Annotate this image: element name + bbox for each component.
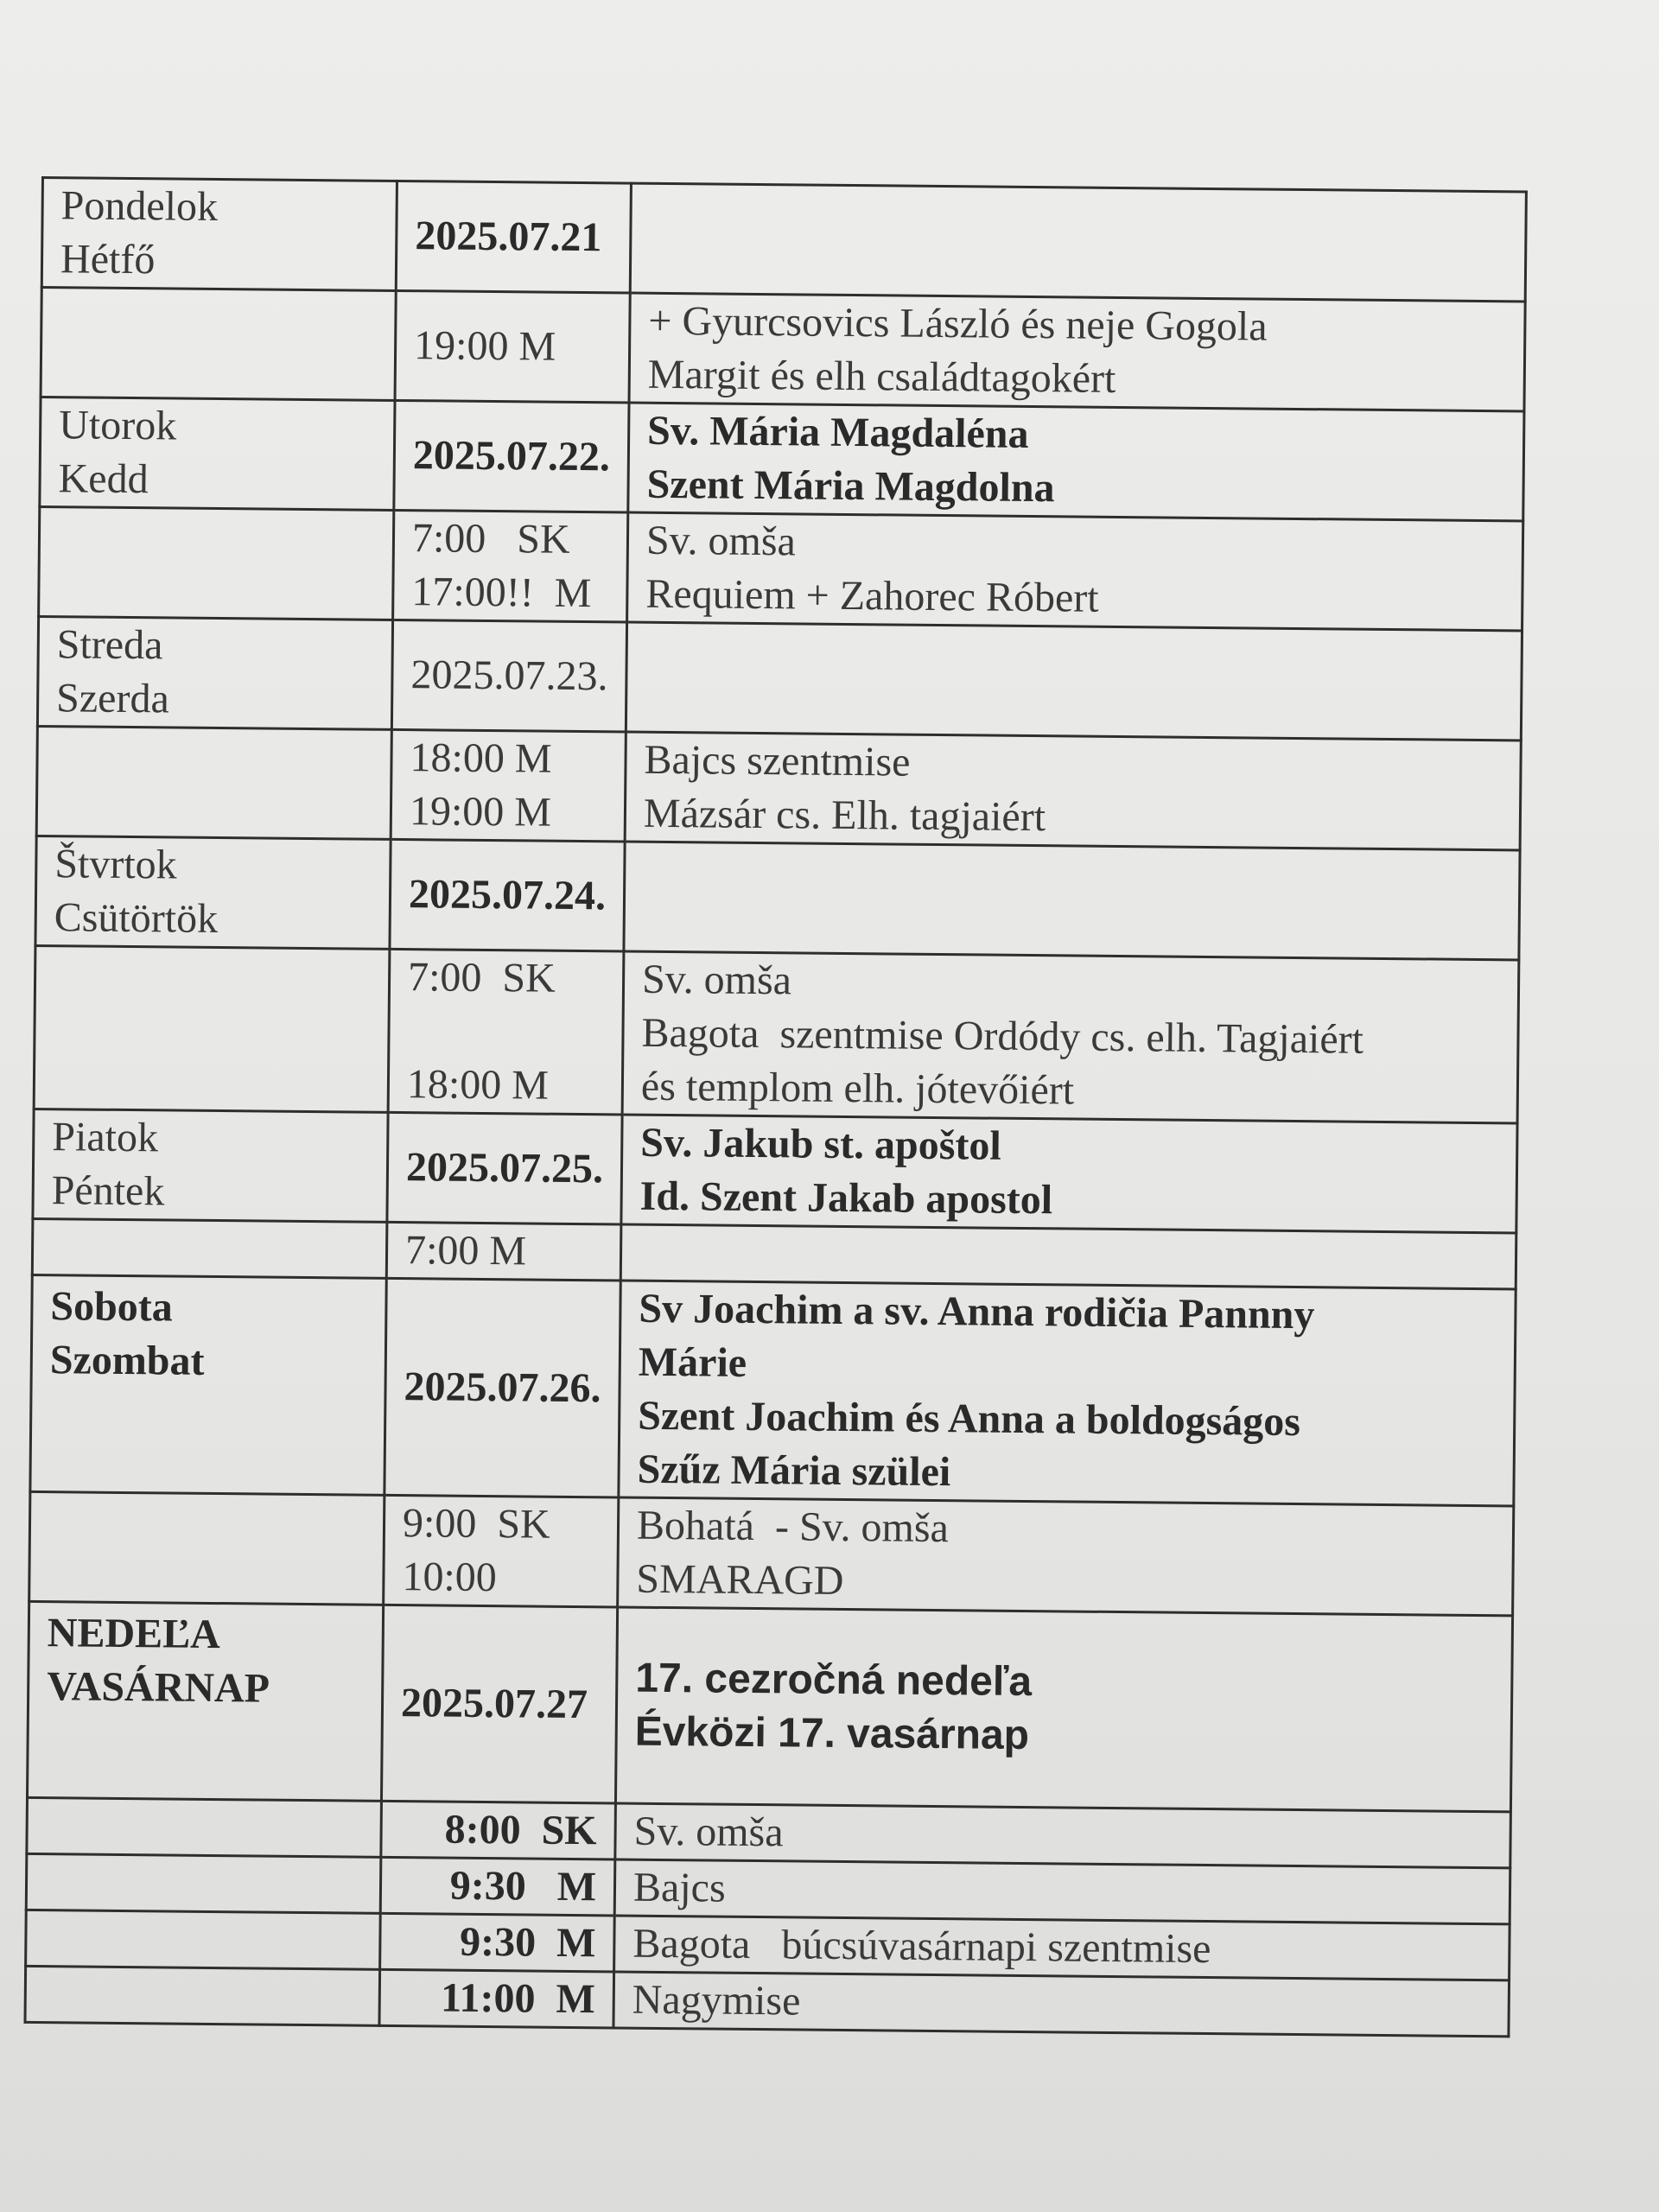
date-text: 2025.07.25.	[405, 1144, 604, 1192]
mass-time-cell	[386, 1222, 621, 1281]
mass-intention: SMARAGD	[636, 1555, 844, 1604]
day-name: NEDEĽA	[47, 1610, 221, 1658]
mass-time-cell	[380, 1857, 615, 1916]
feast-text: Évközi 17. vasárnap	[634, 1708, 1030, 1759]
mass-row	[29, 1491, 1514, 1615]
mass-intention: Margit és elh családtagokért	[647, 351, 1116, 402]
mass-row	[41, 288, 1525, 411]
intention-cell	[614, 1859, 1510, 1924]
date-text: 2025.07.23.	[410, 652, 608, 700]
date-cell	[385, 1278, 620, 1497]
day-header-row	[41, 178, 1526, 302]
feast-text: Szent Mária Magdolna	[646, 461, 1055, 512]
mass-time: 7:00 SK	[411, 515, 570, 563]
mass-time-cell	[393, 510, 628, 622]
empty-cell	[32, 1218, 387, 1278]
mass-intention: Bohatá - Sv. omša	[636, 1502, 950, 1552]
mass-intention: Bajcs	[632, 1864, 726, 1911]
mass-time: 18:00 M	[410, 734, 552, 782]
day-name: Štvrtok	[54, 841, 177, 888]
mass-time: 9:30 M	[459, 1918, 596, 1967]
mass-time-cell	[395, 290, 630, 403]
mass-intention: Bagota búcsúvasárnapi szentmise	[632, 1920, 1211, 1973]
empty-cell	[29, 1491, 385, 1605]
mass-time: 10:00	[402, 1554, 498, 1601]
day-header-row	[35, 836, 1520, 959]
mass-time-cell	[379, 1969, 614, 2028]
day-header-row	[30, 1274, 1516, 1505]
mass-intention: Sv. omša	[641, 956, 792, 1004]
empty-cell	[27, 1797, 382, 1857]
mass-intention: Sv. omša	[645, 517, 797, 565]
mass-time: 19:00 M	[409, 788, 552, 836]
date-text: 2025.07.21	[415, 213, 602, 261]
feast-text	[645, 651, 1503, 713]
feast-text: Szűz Mária szülei	[637, 1446, 951, 1496]
mass-row	[39, 506, 1523, 630]
mass-time-cell	[388, 949, 624, 1115]
day-name: Szombat	[49, 1337, 205, 1384]
mass-intention: Mázsár cs. Elh. tagjaiért	[643, 790, 1046, 841]
day-name: Utorok	[58, 402, 177, 449]
day-name: VASÁRNAP	[46, 1663, 270, 1712]
day-name-cell	[40, 397, 395, 511]
intention-cell	[618, 1497, 1514, 1616]
empty-cell	[25, 1966, 380, 2025]
mass-time	[407, 1004, 605, 1059]
feast-cell	[621, 1115, 1517, 1233]
feast-cell	[630, 183, 1526, 302]
date-text: 2025.07.24.	[408, 871, 607, 919]
day-name: Péntek	[51, 1167, 165, 1215]
intention-cell	[627, 512, 1523, 631]
mass-time-cell	[380, 1913, 615, 1972]
day-header-row	[40, 397, 1524, 521]
date-cell	[387, 1112, 622, 1224]
feast-cell	[628, 403, 1524, 521]
day-name-cell	[41, 178, 397, 291]
empty-cell	[34, 945, 390, 1112]
mass-time: 18:00 M	[406, 1061, 550, 1109]
intention-cell	[625, 732, 1521, 850]
mass-time: 7:00 SK	[407, 954, 556, 1001]
intention-cell	[620, 1224, 1516, 1289]
mass-intention: Requiem + Zahorec Róbert	[645, 570, 1099, 621]
day-name: Hétfő	[60, 236, 156, 283]
mass-time-cell	[381, 1801, 616, 1859]
feast-text: Szent Joachim és Anna a boldogságos	[638, 1392, 1301, 1446]
date-cell	[391, 620, 626, 732]
feast-text: Márie	[638, 1338, 747, 1386]
day-name-cell	[33, 1109, 388, 1222]
empty-cell	[26, 1853, 381, 1913]
day-name-cell	[37, 616, 392, 729]
mass-time: 17:00!! M	[411, 569, 592, 617]
feast-text: Sv Joachim a sv. Anna rodičia Pannny	[639, 1285, 1315, 1338]
feast-cell	[615, 1607, 1512, 1812]
intention-cell	[615, 1803, 1511, 1868]
day-name: Szerda	[55, 675, 170, 722]
date-cell	[381, 1605, 617, 1803]
mass-time: 9:30 M	[449, 1862, 597, 1910]
date-cell	[396, 181, 631, 293]
mass-intention: és templom elh. jótevőiért	[640, 1063, 1075, 1114]
mass-time: 19:00 M	[413, 322, 556, 370]
day-name-cell	[27, 1601, 383, 1801]
empty-cell	[26, 1910, 381, 1969]
mass-time-cell	[391, 729, 626, 842]
empty-cell	[36, 726, 391, 839]
mass-intention: Nagymise	[632, 1976, 801, 2024]
empty-cell	[41, 288, 396, 401]
mass-time: 11:00 M	[440, 1974, 596, 2023]
day-name: Sobota	[50, 1283, 174, 1331]
mass-row	[34, 945, 1519, 1122]
mass-schedule-table	[23, 176, 1527, 2037]
date-cell	[394, 400, 629, 512]
feast-cell	[626, 622, 1522, 741]
feast-text	[643, 870, 1502, 932]
date-text: 2025.07.26.	[404, 1363, 601, 1412]
day-name-cell	[30, 1274, 386, 1495]
day-header-row	[27, 1601, 1512, 1811]
intention-cell	[614, 1916, 1510, 1980]
intention-cell	[629, 293, 1525, 411]
date-text: 2025.07.22.	[412, 432, 611, 480]
feast-text: 17. cezročná nedeľa	[635, 1655, 1033, 1706]
mass-intention	[639, 1226, 1498, 1288]
feast-text: Id. Szent Jakab apostol	[639, 1173, 1053, 1224]
mass-row	[36, 726, 1521, 849]
day-name: Pondelok	[60, 182, 219, 230]
date-text: 2025.07.27	[400, 1680, 588, 1728]
date-cell	[390, 839, 625, 951]
feast-text: Sv. Mária Magdaléna	[646, 407, 1029, 457]
empty-cell	[39, 506, 394, 620]
mass-intention: Sv. omša	[633, 1808, 784, 1856]
day-name: Piatok	[52, 1114, 159, 1161]
mass-intention: + Gyurcsovics László és neje Gogola	[648, 297, 1268, 350]
feast-text	[649, 212, 1508, 274]
day-header-row	[37, 616, 1522, 740]
day-name: Kedd	[58, 455, 149, 503]
feast-cell	[624, 842, 1520, 960]
mass-time-cell	[384, 1495, 619, 1607]
day-name-cell	[35, 836, 391, 949]
mass-time: 9:00 SK	[402, 1500, 551, 1548]
intention-cell	[622, 951, 1519, 1123]
mass-time: 8:00 SK	[444, 1806, 597, 1854]
feast-text: Sv. Jakub st. apoštol	[640, 1119, 1002, 1169]
day-name: Streda	[56, 621, 163, 669]
day-name: Csütörtök	[54, 894, 219, 942]
day-header-row	[33, 1109, 1517, 1232]
intention-cell	[613, 1972, 1510, 2037]
feast-cell	[619, 1281, 1516, 1506]
schedule-body	[25, 178, 1526, 2037]
mass-intention: Bajcs szentmise	[644, 736, 911, 785]
mass-time: 7:00 M	[404, 1227, 527, 1274]
mass-intention: Bagota szentmise Ordódy cs. elh. Tagjaiért	[641, 1009, 1364, 1063]
